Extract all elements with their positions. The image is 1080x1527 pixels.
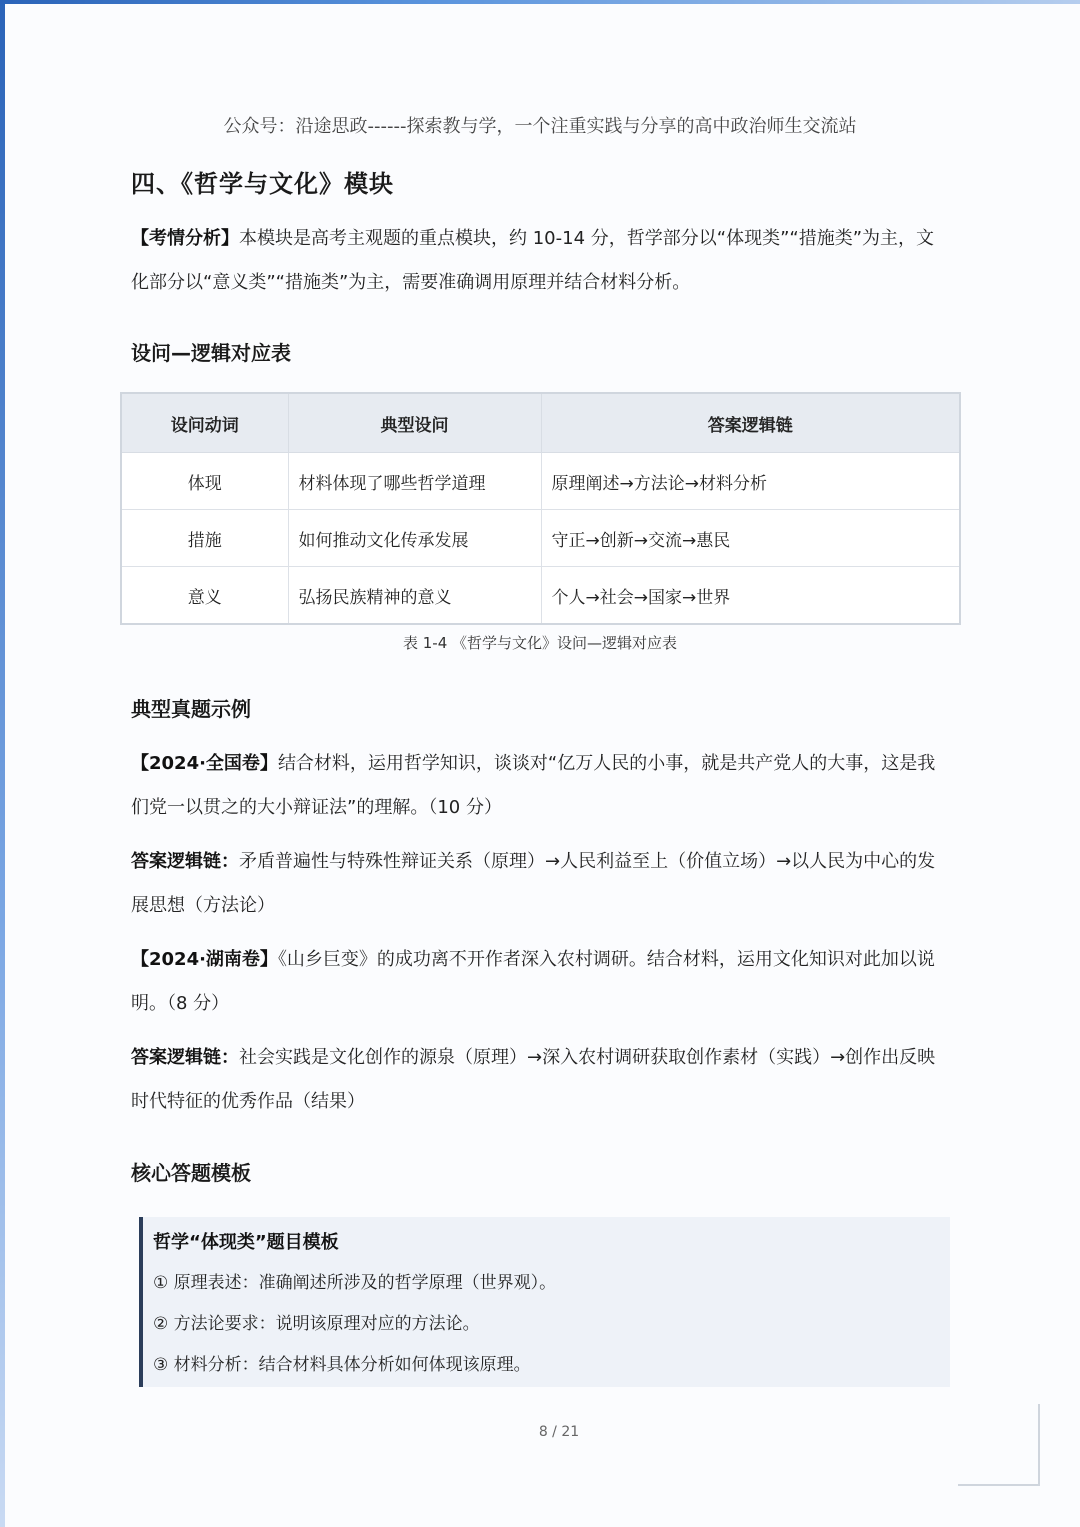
table-cell: 守正→创新→交流→惠民	[541, 510, 960, 567]
table-row	[121, 510, 960, 567]
page-number: 8 / 21	[538, 1424, 580, 1440]
analysis-tag: 【考情分析】	[131, 228, 239, 249]
template-item: ① 原理表述：准确阐述所涉及的哲学原理（世界观）。	[153, 1273, 557, 1293]
table-row	[121, 453, 960, 510]
answer-text: 矛盾普遍性与特殊性辩证关系（原理）→人民利益至上（价值立场）→以人民为中心的发展思想（方法论）	[131, 851, 936, 916]
table-header-cell: 答案逻辑链	[541, 393, 960, 453]
table-heading: 设问—逻辑对应表	[131, 341, 291, 365]
table-cell: 体现	[121, 453, 288, 510]
table-cell: 原理阐述→方法论→材料分析	[541, 453, 960, 510]
analysis-paragraph	[131, 217, 951, 305]
table-cell: 意义	[121, 567, 288, 625]
example-question	[131, 742, 951, 830]
answer-label: 答案逻辑链：	[131, 1047, 239, 1068]
table-row	[121, 567, 960, 625]
table-header-cell: 典型设问	[288, 393, 541, 453]
table-cell: 措施	[121, 510, 288, 567]
analysis-text: 本模块是高考主观题的重点模块，约 10-14 分，哲学部分以“体现类”“措施类”为主，文化部分以“意义类”“措施类”为主，需要准确调用原理并结合材料分析。	[131, 228, 935, 293]
example-tag: 【2024·全国卷】	[131, 753, 278, 774]
table-cell: 个人→社会→国家→世界	[541, 567, 960, 625]
example-tag: 【2024·湖南卷】	[131, 949, 278, 970]
top-accent-rule	[0, 0, 1080, 4]
examples-heading: 典型真题示例	[131, 697, 251, 721]
page-corner-mark	[958, 1404, 1040, 1486]
table-caption: 表 1-4 《哲学与文化》设问—逻辑对应表	[402, 634, 678, 652]
table-cell: 如何推动文化传承发展	[288, 510, 541, 567]
template-box	[139, 1217, 950, 1387]
section-title: 四、《哲学与文化》模块	[131, 170, 394, 198]
example-answer	[131, 840, 951, 928]
left-accent-rule	[0, 0, 5, 1527]
template-item: ② 方法论要求：说明该原理对应的方法论。	[153, 1314, 480, 1334]
example-question-text: 结合材料，运用哲学知识，谈谈对“亿万人民的小事，就是共产党人的大事，这是我们党一以贯之的大小辩证法”的理解。（10 分）	[131, 753, 936, 818]
logic-table	[120, 392, 961, 625]
example-question	[131, 938, 951, 1026]
example-question-text: 《山乡巨变》的成功离不开作者深入农村调研。结合材料，运用文化知识对此加以说明。（8 分）	[131, 949, 935, 1014]
page-header: 公众号：沿途思政------探索教与学，一个注重实践与分享的高中政治师生交流站	[223, 116, 857, 137]
table-cell: 弘扬民族精神的意义	[288, 567, 541, 625]
example-answer	[131, 1036, 951, 1124]
template-heading: 核心答题模板	[131, 1161, 251, 1185]
template-title: 哲学“体现类”题目模板	[153, 1232, 339, 1253]
table-cell: 材料体现了哪些哲学道理	[288, 453, 541, 510]
template-item: ③ 材料分析：结合材料具体分析如何体现该原理。	[153, 1355, 531, 1375]
answer-text: 社会实践是文化创作的源泉（原理）→深入农村调研获取创作素材（实践）→创作出反映时代特征的优秀作品（结果）	[131, 1047, 936, 1112]
answer-label: 答案逻辑链：	[131, 851, 239, 872]
table-header-row	[121, 393, 960, 453]
table-header-cell: 设问动词	[121, 393, 288, 453]
